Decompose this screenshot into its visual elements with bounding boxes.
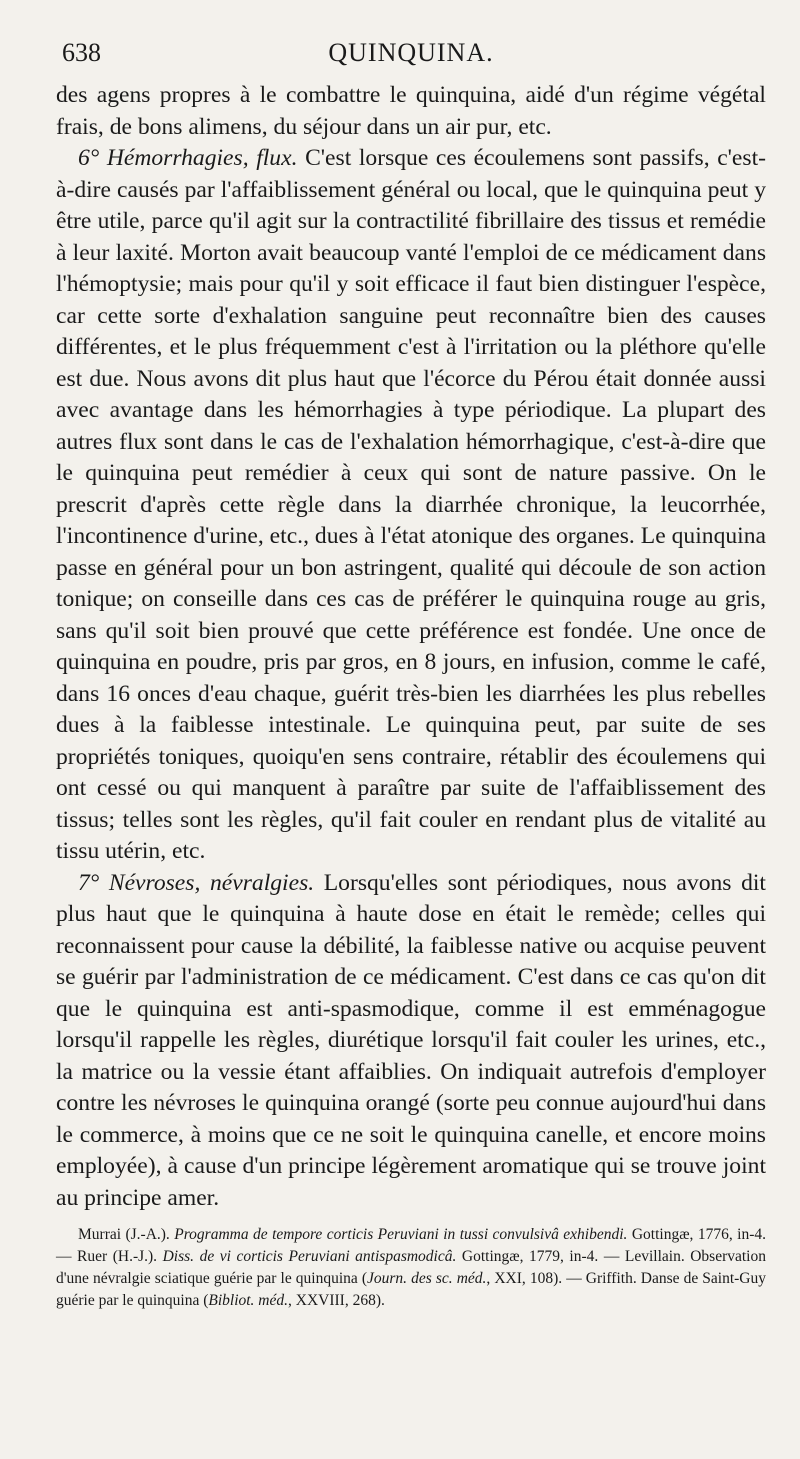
section-heading-hemorrhagies: 6° Hémorrhagies, flux.	[78, 145, 298, 171]
bib-text: Gottingæ, 1779, in-4. — Levillain. Observation d'une névralgie sciatique guérie par le quinquina (	[56, 1248, 766, 1287]
bib-title: Diss. de vi corticis Peruviani antispasmodicâ.	[162, 1248, 457, 1265]
bib-text: , XXVIII, 268).	[288, 1292, 385, 1309]
page-number: 638	[62, 38, 101, 67]
bib-text: , XXI, 108). — Griffith. Danse de Saint-Guy guérie par le quinquina (	[56, 1270, 766, 1309]
section-heading-nevroses: 7° Névroses, névralgies.	[78, 869, 315, 896]
bibliography	[56, 1224, 766, 1312]
paragraph-continuation: des agens propres à le combattre le quinquina, aidé d'un régime végétal frais, de bons alimens, du séjour dans un air pur, etc.	[56, 82, 766, 140]
bibliography-entry	[56, 1224, 766, 1312]
paragraph-text: C'est lorsque ces écoulemens sont passifs, c'est-à-dire causés par l'affaiblissement général ou local, que le quinquina peut y être utile, parce qu'il agit sur la contractilité fibrillaire des tissus et remédie à leur laxité. Morton avait beaucoup vanté l'emploi de ce médicament dans l'hémoptysie; mais pour qu'il y soit efficace il faut bien distinguer l'espèce, car cette sorte d'exhalation sanguine peut reconnaître bien des causes différentes, et le plus fréquemment c'est à l'irritation ou la pléthore qu'elle est due. Nous avons dit plus haut que l'écorce du Pérou était donnée aussi avec avantage dans les hémorrhagies à type périodique. La plupart des autres flux sont dans le cas de l'exhalation hémorrhagique, c'est-à-dire que le quinquina peut remédier à ceux qui sont de nature passive. On le prescrit d'après cette règle dans la diarrhée chronique, la leucorrhée, l'incontinence d'urine, etc., dues à l'état atonique des organes. Le quinquina passe en général pour un bon astringent, qualité qui découle de son action tonique; on conseille dans ces cas de préférer le quinquina rouge au gris, sans qu'il soit bien prouvé que cette préférence est fondée. Une once de quinquina en poudre, pris par gros, en 8 jours, en infusion, comme le café, dans 16 onces d'eau chaque, guérit très-bien les diarrhées les plus rebelles dues à la faiblesse intestinale. Le quinquina peut, par suite de ses propriétés toniques, quoiqu'en sens contraire, rétablir des écoulemens qui ont cessé ou qui manquent à paraître par suite de l'affaiblissement des tissus; telles sont les règles, qu'il fait couler en rendant plus de vitalité au tissu utérin, etc.	[56, 145, 767, 864]
bib-title: Bibliot. méd.	[208, 1292, 289, 1309]
running-title: QUINQUINA.	[328, 38, 494, 67]
bib-text: Murrai (J.-A.).	[78, 1226, 175, 1243]
bib-title: Journ. des sc. méd.	[367, 1270, 487, 1287]
paragraph-hemorrhagies	[56, 143, 766, 868]
bib-text: Gottingæ, 1776, in-4. — Ruer (H.-J.).	[56, 1226, 766, 1265]
running-head	[56, 28, 766, 70]
paragraph-nevroses	[56, 868, 766, 1215]
paragraph-text: Lorsqu'elles sont périodiques, nous avons dit plus haut que le quinquina à haute dose en était le remède; celles qui reconnaissent pour cause la débilité, la faiblesse native ou acquise peuvent se guérir par l'administration de ce médicament. C'est dans ce cas qu'on dit que le quinquina est anti-spasmodique, comme il est emménagogue lorsqu'il rappelle les règles, diurétique lorsqu'il fait couler les urines, etc., la matrice ou la vessie étant affaiblies. On indiquait autrefois d'employer contre les névroses le quinquina orangé (sorte peu connue aujourd'hui dans le commerce, à moins que ce ne soit le quinquina canelle, et encore moins employée), à cause d'un principe légèrement aromatique qui se trouve joint au principe amer.	[56, 869, 766, 1211]
bib-title: Programma de tempore corticis Peruviani in tussi convulsivâ exhibendi.	[174, 1226, 628, 1243]
page-body	[56, 80, 766, 1214]
